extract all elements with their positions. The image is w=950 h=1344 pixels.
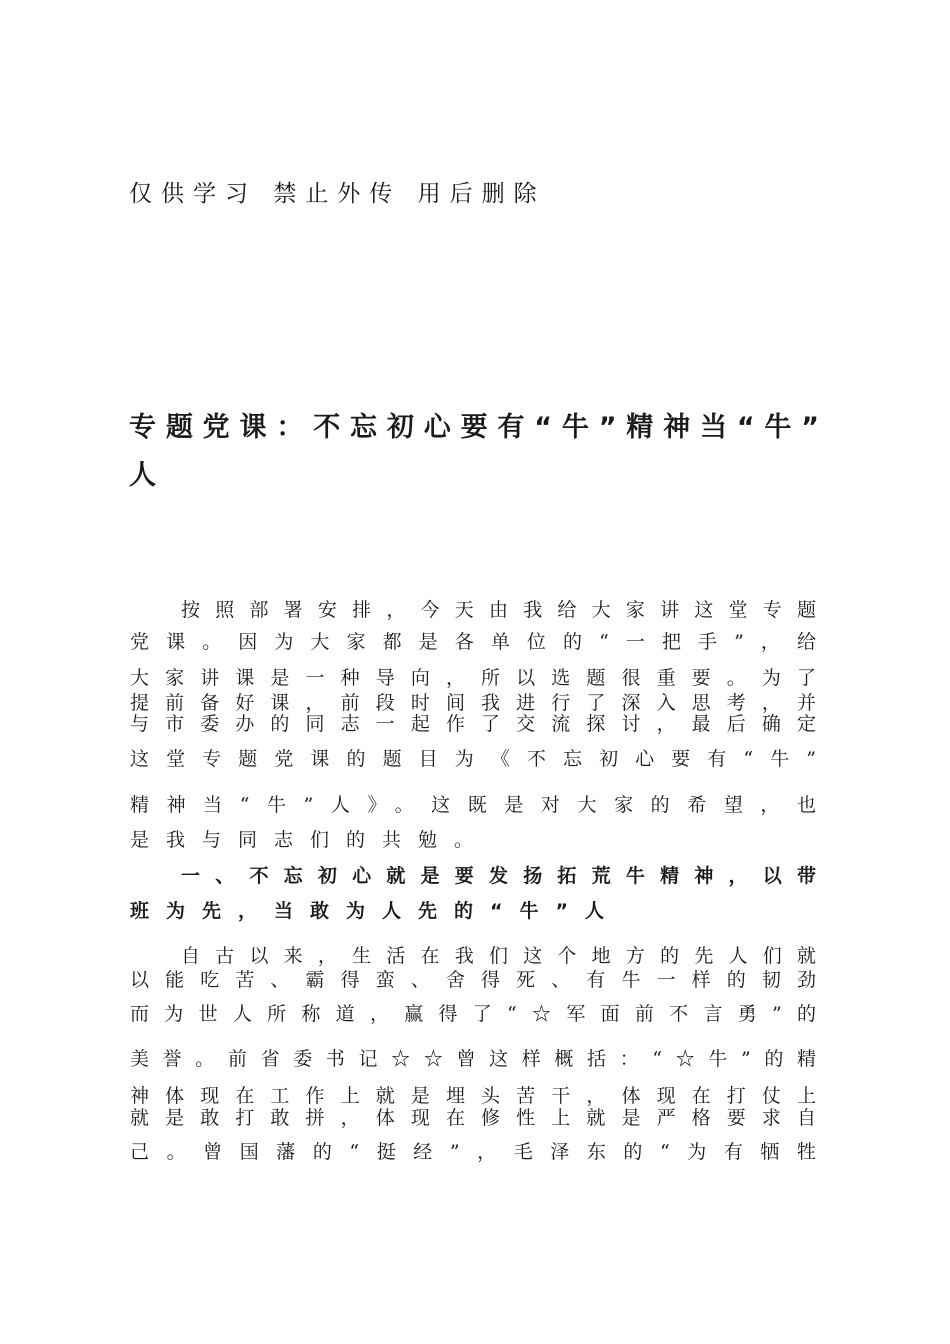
paragraph-line: 己。曾国藩的“挺经”，毛泽东的“为有牺牲	[130, 1141, 816, 1163]
paragraph-line: 精神当“牛”人》。这既是对大家的希望，也	[130, 794, 816, 816]
confidentiality-notice: 仅供学习 禁止外传 用后删除	[129, 181, 546, 207]
paragraph-line: 神体现在工作上就是埋头苦干，体现在打仗上	[130, 1085, 816, 1107]
paragraph-line: 而为世人所称道，赢得了“☆军面前不言勇”的	[130, 1003, 816, 1025]
paragraph-line: 美誉。前省委书记☆☆曾这样概括：“☆牛”的精	[130, 1048, 816, 1070]
section-heading-line: 一、不忘初心就是要发扬拓荒牛精神，以带	[181, 865, 816, 887]
paragraph-line: 大家讲课是一种导向，所以选题很重要。为了	[130, 667, 816, 689]
paragraph-line: 这堂专题党课的题目为《不忘初心要有“牛”	[130, 748, 816, 770]
paragraph-line: 与市委办的同志一起作了交流探讨，最后确定	[130, 713, 816, 735]
paragraph-line: 提前备好课，前段时间我进行了深入思考，并	[130, 692, 816, 714]
paragraph-line: 自古以来，生活在我们这个地方的先人们就	[181, 945, 816, 967]
paragraph-line: 以能吃苦、霸得蛮、舍得死、有牛一样的韧劲	[130, 969, 816, 991]
paragraph-line: 按照部署安排，今天由我给大家讲这堂专题	[181, 599, 816, 621]
paragraph-line: 就是敢打敢拼，体现在修性上就是严格要求自	[130, 1107, 816, 1129]
document-title	[129, 404, 819, 500]
paragraph-line: 党课。因为大家都是各单位的“一把手”，给	[130, 631, 816, 653]
title-line-2: 人	[129, 460, 156, 491]
paragraph-line: 是我与同志们的共勉。	[130, 829, 491, 851]
title-line-1: 专题党课：不忘初心要有“牛”精神当“牛”	[129, 412, 819, 443]
section-heading-line: 班为先，当敢为人先的“牛”人	[130, 900, 621, 922]
